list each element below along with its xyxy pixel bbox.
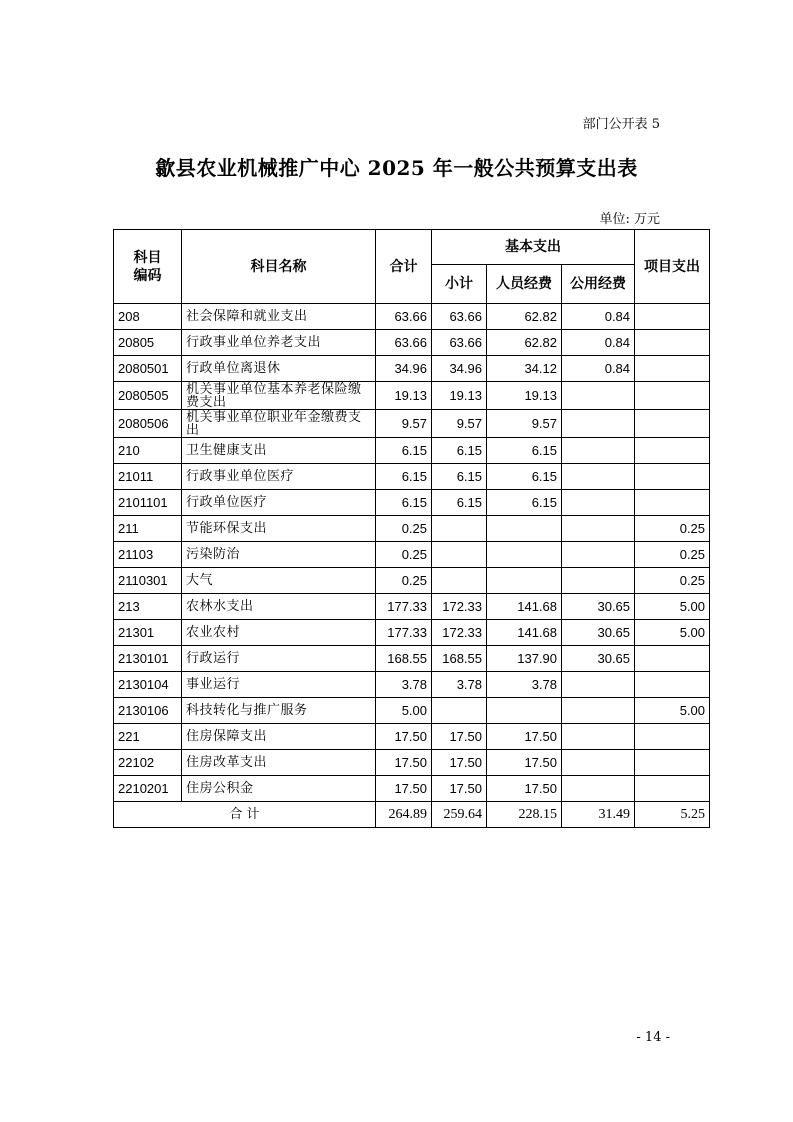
cell-personnel: 6.15 — [487, 490, 562, 516]
cell-project — [635, 382, 710, 410]
cell-code: 2130104 — [114, 672, 182, 698]
cell-personnel: 3.78 — [487, 672, 562, 698]
cell-total: 0.25 — [376, 568, 432, 594]
cell-public — [562, 542, 635, 568]
cell-project — [635, 646, 710, 672]
cell-code: 208 — [114, 304, 182, 330]
unit-label: 单位: 万元 — [599, 212, 660, 227]
header-total: 合计 — [376, 230, 432, 304]
cell-personnel: 6.15 — [487, 464, 562, 490]
cell-total: 177.33 — [376, 620, 432, 646]
table-row — [114, 568, 710, 594]
cell-code: 2130106 — [114, 698, 182, 724]
table-row — [114, 672, 710, 698]
cell-subtotal — [432, 698, 487, 724]
table-body — [114, 304, 710, 802]
cell-name: 科技转化与推广服务 — [182, 698, 376, 724]
cell-subtotal: 172.33 — [432, 620, 487, 646]
document-number: 部门公开表 5 — [582, 117, 660, 132]
cell-total: 63.66 — [376, 304, 432, 330]
cell-project: 0.25 — [635, 516, 710, 542]
cell-personnel: 62.82 — [487, 304, 562, 330]
cell-code: 2110301 — [114, 568, 182, 594]
cell-code: 2101101 — [114, 490, 182, 516]
cell-project — [635, 330, 710, 356]
cell-total: 6.15 — [376, 490, 432, 516]
cell-project: 5.00 — [635, 698, 710, 724]
table-row — [114, 776, 710, 802]
cell-code: 2130101 — [114, 646, 182, 672]
table-row — [114, 698, 710, 724]
cell-public — [562, 776, 635, 802]
cell-project — [635, 672, 710, 698]
cell-public — [562, 382, 635, 410]
cell-public — [562, 672, 635, 698]
cell-subtotal: 17.50 — [432, 750, 487, 776]
table-row — [114, 620, 710, 646]
cell-code: 2210201 — [114, 776, 182, 802]
cell-public: 0.84 — [562, 330, 635, 356]
table-row — [114, 542, 710, 568]
header-basic: 基本支出 — [432, 230, 635, 265]
cell-subtotal: 63.66 — [432, 304, 487, 330]
cell-project — [635, 464, 710, 490]
cell-subtotal: 17.50 — [432, 724, 487, 750]
cell-subtotal: 9.57 — [432, 410, 487, 438]
cell-public: 0.84 — [562, 356, 635, 382]
cell-code: 2080501 — [114, 356, 182, 382]
cell-project — [635, 750, 710, 776]
cell-code: 221 — [114, 724, 182, 750]
cell-project — [635, 490, 710, 516]
header-personnel: 人员经费 — [487, 265, 562, 304]
cell-name: 行政事业单位养老支出 — [182, 330, 376, 356]
page-title: 歙县农业机械推广中心 2025 年一般公共预算支出表 — [155, 156, 638, 180]
cell-project — [635, 356, 710, 382]
cell-subtotal — [432, 542, 487, 568]
cell-name: 机关事业单位基本养老保险缴费支出 — [182, 382, 376, 410]
cell-name: 卫生健康支出 — [182, 438, 376, 464]
cell-subtotal: 172.33 — [432, 594, 487, 620]
cell-subtotal: 6.15 — [432, 490, 487, 516]
cell-public — [562, 464, 635, 490]
cell-code: 21011 — [114, 464, 182, 490]
cell-personnel: 19.13 — [487, 382, 562, 410]
cell-public — [562, 490, 635, 516]
cell-subtotal: 17.50 — [432, 776, 487, 802]
cell-code: 22102 — [114, 750, 182, 776]
cell-subtotal: 168.55 — [432, 646, 487, 672]
cell-subtotal: 19.13 — [432, 382, 487, 410]
page-number: - 14 - — [636, 1030, 670, 1045]
cell-total: 17.50 — [376, 776, 432, 802]
cell-code: 2080505 — [114, 382, 182, 410]
cell-name: 农林水支出 — [182, 594, 376, 620]
cell-name: 住房保障支出 — [182, 724, 376, 750]
cell-name: 住房改革支出 — [182, 750, 376, 776]
cell-public — [562, 698, 635, 724]
cell-total: 3.78 — [376, 672, 432, 698]
cell-personnel: 6.15 — [487, 438, 562, 464]
table-row — [114, 330, 710, 356]
cell-subtotal: 6.15 — [432, 464, 487, 490]
cell-name: 大气 — [182, 568, 376, 594]
cell-public: 0.84 — [562, 304, 635, 330]
table-row — [114, 410, 710, 438]
cell-name: 农业农村 — [182, 620, 376, 646]
cell-project — [635, 438, 710, 464]
cell-personnel: 9.57 — [487, 410, 562, 438]
cell-public: 30.65 — [562, 646, 635, 672]
cell-project: 5.00 — [635, 620, 710, 646]
cell-public: 30.65 — [562, 594, 635, 620]
cell-name: 节能环保支出 — [182, 516, 376, 542]
header-project: 项目支出 — [635, 230, 710, 304]
cell-name: 机关事业单位职业年金缴费支出 — [182, 410, 376, 438]
cell-code: 21301 — [114, 620, 182, 646]
cell-total: 5.00 — [376, 698, 432, 724]
cell-code: 21103 — [114, 542, 182, 568]
total-public: 31.49 — [562, 802, 635, 828]
total-total: 264.89 — [376, 802, 432, 828]
cell-name: 事业运行 — [182, 672, 376, 698]
cell-name: 污染防治 — [182, 542, 376, 568]
table-row — [114, 438, 710, 464]
cell-subtotal: 63.66 — [432, 330, 487, 356]
total-row — [114, 802, 710, 828]
cell-subtotal: 34.96 — [432, 356, 487, 382]
table-row — [114, 724, 710, 750]
cell-name: 行政单位离退休 — [182, 356, 376, 382]
header-public: 公用经费 — [562, 265, 635, 304]
cell-public — [562, 568, 635, 594]
cell-public — [562, 410, 635, 438]
cell-code: 210 — [114, 438, 182, 464]
cell-personnel — [487, 516, 562, 542]
cell-total: 177.33 — [376, 594, 432, 620]
cell-public — [562, 750, 635, 776]
cell-project — [635, 724, 710, 750]
cell-total: 6.15 — [376, 464, 432, 490]
cell-subtotal: 6.15 — [432, 438, 487, 464]
cell-personnel: 137.90 — [487, 646, 562, 672]
cell-personnel — [487, 542, 562, 568]
header-name: 科目名称 — [182, 230, 376, 304]
cell-total: 0.25 — [376, 516, 432, 542]
cell-name: 社会保障和就业支出 — [182, 304, 376, 330]
header-subtotal: 小计 — [432, 265, 487, 304]
cell-project: 5.00 — [635, 594, 710, 620]
cell-subtotal: 3.78 — [432, 672, 487, 698]
cell-public — [562, 516, 635, 542]
cell-name: 行政运行 — [182, 646, 376, 672]
cell-personnel: 141.68 — [487, 620, 562, 646]
cell-project: 0.25 — [635, 568, 710, 594]
cell-public: 30.65 — [562, 620, 635, 646]
total-personnel: 228.15 — [487, 802, 562, 828]
table-row — [114, 464, 710, 490]
cell-total: 17.50 — [376, 750, 432, 776]
cell-personnel: 34.12 — [487, 356, 562, 382]
cell-total: 6.15 — [376, 438, 432, 464]
cell-public — [562, 438, 635, 464]
cell-code: 2080506 — [114, 410, 182, 438]
cell-code: 213 — [114, 594, 182, 620]
cell-personnel: 17.50 — [487, 776, 562, 802]
cell-name: 住房公积金 — [182, 776, 376, 802]
total-label: 合 计 — [114, 802, 376, 828]
cell-total: 9.57 — [376, 410, 432, 438]
cell-total: 17.50 — [376, 724, 432, 750]
cell-total: 0.25 — [376, 542, 432, 568]
table-row — [114, 382, 710, 410]
total-project: 5.25 — [635, 802, 710, 828]
cell-name: 行政单位医疗 — [182, 490, 376, 516]
budget-table — [113, 229, 710, 828]
cell-personnel — [487, 698, 562, 724]
cell-project — [635, 304, 710, 330]
table-row — [114, 594, 710, 620]
cell-project — [635, 410, 710, 438]
cell-project: 0.25 — [635, 542, 710, 568]
total-subtotal: 259.64 — [432, 802, 487, 828]
table-row — [114, 490, 710, 516]
table-row — [114, 750, 710, 776]
cell-personnel — [487, 568, 562, 594]
table-row — [114, 646, 710, 672]
header-code: 科目 编码 — [114, 230, 182, 304]
cell-code: 20805 — [114, 330, 182, 356]
cell-total: 34.96 — [376, 356, 432, 382]
table-row — [114, 356, 710, 382]
cell-total: 19.13 — [376, 382, 432, 410]
cell-name: 行政事业单位医疗 — [182, 464, 376, 490]
table-row — [114, 304, 710, 330]
table-row — [114, 516, 710, 542]
cell-personnel: 62.82 — [487, 330, 562, 356]
cell-project — [635, 776, 710, 802]
cell-subtotal — [432, 516, 487, 542]
cell-personnel: 17.50 — [487, 724, 562, 750]
cell-personnel: 141.68 — [487, 594, 562, 620]
cell-total: 168.55 — [376, 646, 432, 672]
cell-public — [562, 724, 635, 750]
cell-subtotal — [432, 568, 487, 594]
cell-total: 63.66 — [376, 330, 432, 356]
cell-code: 211 — [114, 516, 182, 542]
cell-personnel: 17.50 — [487, 750, 562, 776]
